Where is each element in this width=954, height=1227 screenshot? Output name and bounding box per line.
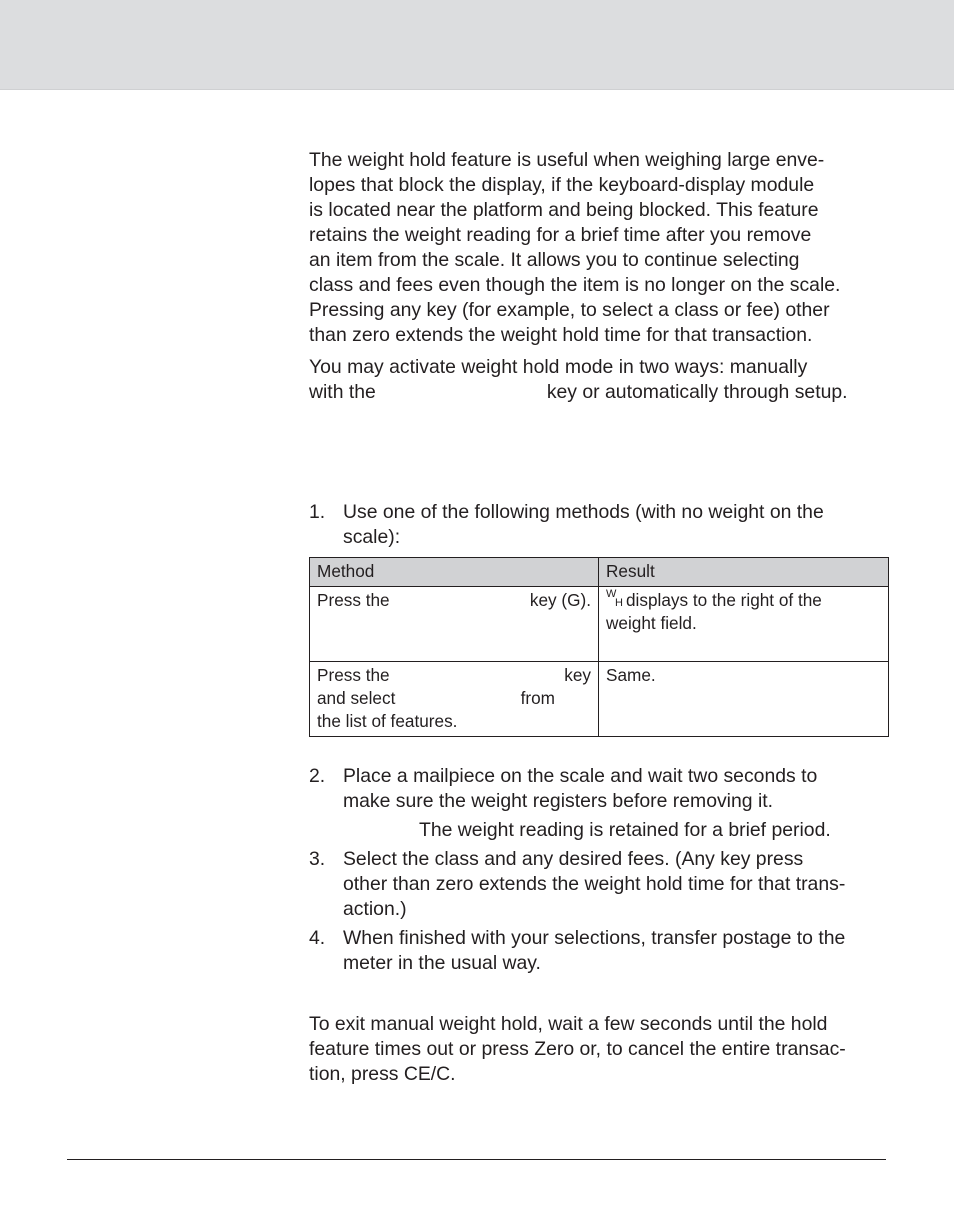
indicator-letter: H [615, 597, 623, 609]
step-number: 2. [309, 765, 326, 787]
step-4 [309, 926, 889, 976]
text-fragment: key (G). [529, 590, 591, 610]
text-line [606, 589, 881, 612]
page-content [309, 148, 889, 1087]
text-fragment: key [564, 665, 591, 685]
text-line [317, 589, 591, 612]
text-line: To exit manual weight hold, wait a few seconds until the hold [309, 1013, 828, 1035]
text-fragment: key or automatically through setup. [546, 381, 848, 403]
text-fragment: and select [317, 688, 396, 708]
table-row [310, 587, 889, 662]
text-line: You may activate weight hold mode in two ways: manually [309, 356, 808, 378]
text-line: action.) [343, 898, 407, 920]
step-2-result: The weight reading is retained for a brief period. [419, 819, 831, 841]
text-fragment: with the [309, 381, 376, 403]
text-line: an item from the scale. It allows you to continue selecting [309, 249, 800, 271]
text-line: retains the weight reading for a brief time after you remove [309, 224, 812, 246]
indicator-letter: W [606, 588, 617, 600]
text-line: class and fees even though the item is no longer on the scale. [309, 274, 841, 296]
procedure-steps-continued [309, 764, 889, 814]
text-line: meter in the usual way. [343, 952, 541, 974]
step-number: 1. [309, 501, 326, 523]
step-1 [309, 500, 889, 550]
text-line [309, 380, 889, 405]
text-fragment: Press the [317, 665, 390, 685]
table-cell-result: Same. [599, 662, 889, 737]
procedure-steps-final [309, 847, 889, 976]
text-line: than zero extends the weight hold time for that transaction. [309, 324, 813, 346]
text-line: Use one of the following methods (with no weight on the [343, 501, 824, 523]
text-line: The weight hold feature is useful when weighing large enve- [309, 149, 825, 171]
step-number: 4. [309, 927, 326, 949]
text-line: the list of features. [317, 711, 458, 731]
text-line: weight field. [606, 613, 697, 633]
procedure-steps [309, 500, 889, 550]
exit-paragraph [309, 1012, 889, 1087]
text-line: lopes that block the display, if the keyboard-display module [309, 174, 815, 196]
table-cell-method [310, 587, 599, 662]
text-line: feature times out or press Zero or, to cancel the entire transac- [309, 1038, 846, 1060]
text-line: Select the class and any desired fees. (Any key press [343, 848, 804, 870]
table-cell-method [310, 662, 599, 737]
footer-rule [67, 1159, 886, 1160]
text-line: other than zero extends the weight hold time for that trans- [343, 873, 846, 895]
text-line: make sure the weight registers before removing it. [343, 790, 774, 812]
text-fragment: from [520, 688, 555, 708]
text-line [317, 687, 591, 710]
text-line: When finished with your selections, transfer postage to the [343, 927, 846, 949]
intro-paragraph-1 [309, 148, 889, 348]
table-row [310, 662, 889, 737]
step-number: 3. [309, 848, 326, 870]
weight-hold-indicator [606, 589, 626, 607]
table-header-row [310, 558, 889, 587]
table-header-result: Result [599, 558, 889, 587]
text-fragment: displays to the right of the [626, 590, 822, 610]
table-cell-result [599, 587, 889, 662]
text-line: scale): [343, 526, 401, 548]
page-header-band [0, 0, 954, 90]
intro-paragraph-2 [309, 355, 889, 405]
text-line: is located near the platform and being blocked. This feature [309, 199, 819, 221]
text-line: Pressing any key (for example, to select a class or fee) other [309, 299, 830, 321]
text-line [317, 664, 591, 687]
text-line: tion, press CE/C. [309, 1063, 456, 1085]
step-3 [309, 847, 889, 922]
text-fragment: Press the [317, 590, 390, 610]
table-header-method: Method [310, 558, 599, 587]
step-2 [309, 764, 889, 814]
methods-table [309, 557, 889, 737]
text-line: Place a mailpiece on the scale and wait two seconds to [343, 765, 818, 787]
